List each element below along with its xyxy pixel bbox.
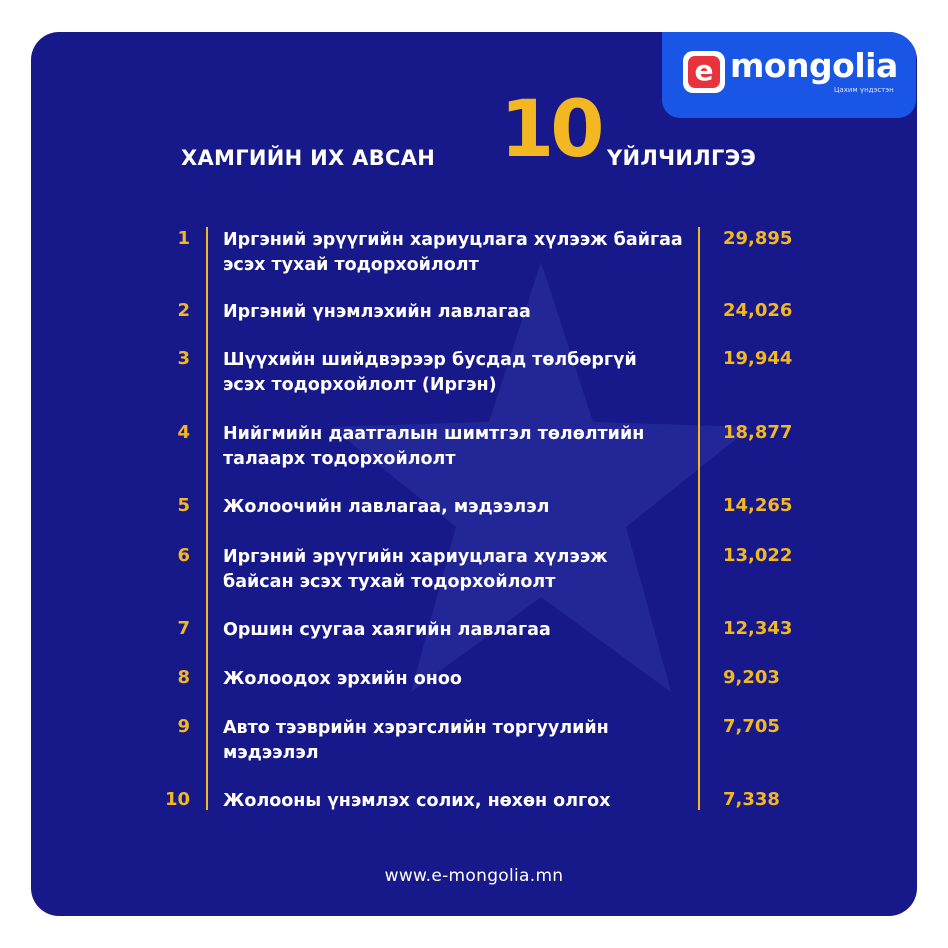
service-name: [223, 716, 693, 766]
service-rank: 8: [177, 667, 190, 688]
service-name-line: мэдээлэл: [223, 743, 319, 763]
title-number: 10: [500, 85, 601, 175]
service-name-line: эсэх тодорхойлолт (Иргэн): [223, 375, 497, 395]
logo-letter: e: [688, 56, 720, 88]
service-count: 13,022: [723, 545, 793, 566]
service-name-line: Жолооны үнэмлэх солих, нөхөн олгох: [223, 791, 611, 811]
service-rank: 5: [177, 495, 190, 516]
service-name-line: Оршин суугаа хаягийн лавлагаа: [223, 620, 551, 640]
service-name: [223, 618, 693, 643]
logo-wordmark: mongolia: [730, 46, 898, 85]
logo-mark: [683, 51, 725, 93]
service-count: 19,944: [723, 348, 793, 369]
service-rank: 2: [177, 300, 190, 321]
service-name: [223, 667, 693, 692]
footer-url[interactable]: www.e-mongolia.mn: [384, 866, 564, 886]
service-name-line: Нийгмийн даатгалын шимтгэл төлөлтийн: [223, 424, 645, 444]
service-name-line: Жолоодох эрхийн оноо: [223, 669, 462, 689]
service-count: 14,265: [723, 495, 793, 516]
service-count: 18,877: [723, 422, 793, 443]
service-rank: 7: [177, 618, 190, 639]
service-count: 29,895: [723, 228, 793, 249]
service-rank: 1: [177, 228, 190, 249]
service-count: 24,026: [723, 300, 793, 321]
rank-divider: [206, 227, 208, 810]
service-name: [223, 789, 693, 814]
service-name: [223, 300, 693, 325]
service-rank: 3: [177, 348, 190, 369]
brand-logo[interactable]: [662, 32, 916, 118]
service-name: [223, 348, 693, 398]
service-name: [223, 545, 693, 595]
service-name: [223, 422, 693, 472]
service-name: [223, 228, 693, 278]
service-rank: 9: [177, 716, 190, 737]
service-name-line: Иргэний үнэмлэхийн лавлагаа: [223, 302, 531, 322]
service-name-line: Шүүхийн шийдвэрээр бусдад төлбөргүй: [223, 350, 637, 370]
service-name-line: байсан эсэх тухай тодорхойлолт: [223, 572, 556, 592]
service-name: [223, 495, 693, 520]
service-rank: 4: [177, 422, 190, 443]
service-name-line: Иргэний эрүүгийн хариуцлага хүлээж байгаа: [223, 230, 683, 250]
service-rank: 6: [177, 545, 190, 566]
service-name-line: Авто тээврийн хэрэгслийн торгуулийн: [223, 718, 609, 738]
service-name-line: Иргэний эрүүгийн хариуцлага хүлээж: [223, 547, 608, 567]
service-count: 9,203: [723, 667, 780, 688]
infographic-card: [31, 32, 917, 916]
service-count: 7,338: [723, 789, 780, 810]
logo-tagline: Цахим үндэстэн: [834, 86, 894, 94]
service-count: 12,343: [723, 618, 793, 639]
service-name-line: эсэх тухай тодорхойлолт: [223, 255, 479, 275]
title-left: ХАМГИЙН ИХ АВСАН: [181, 146, 436, 170]
value-divider: [698, 227, 700, 810]
service-name-line: талаарх тодорхойлолт: [223, 449, 456, 469]
service-count: 7,705: [723, 716, 780, 737]
service-name-line: Жолоочийн лавлагаа, мэдээлэл: [223, 497, 550, 517]
title-right: ҮЙЛЧИЛГЭЭ: [607, 146, 757, 170]
service-rank: 10: [164, 789, 190, 810]
